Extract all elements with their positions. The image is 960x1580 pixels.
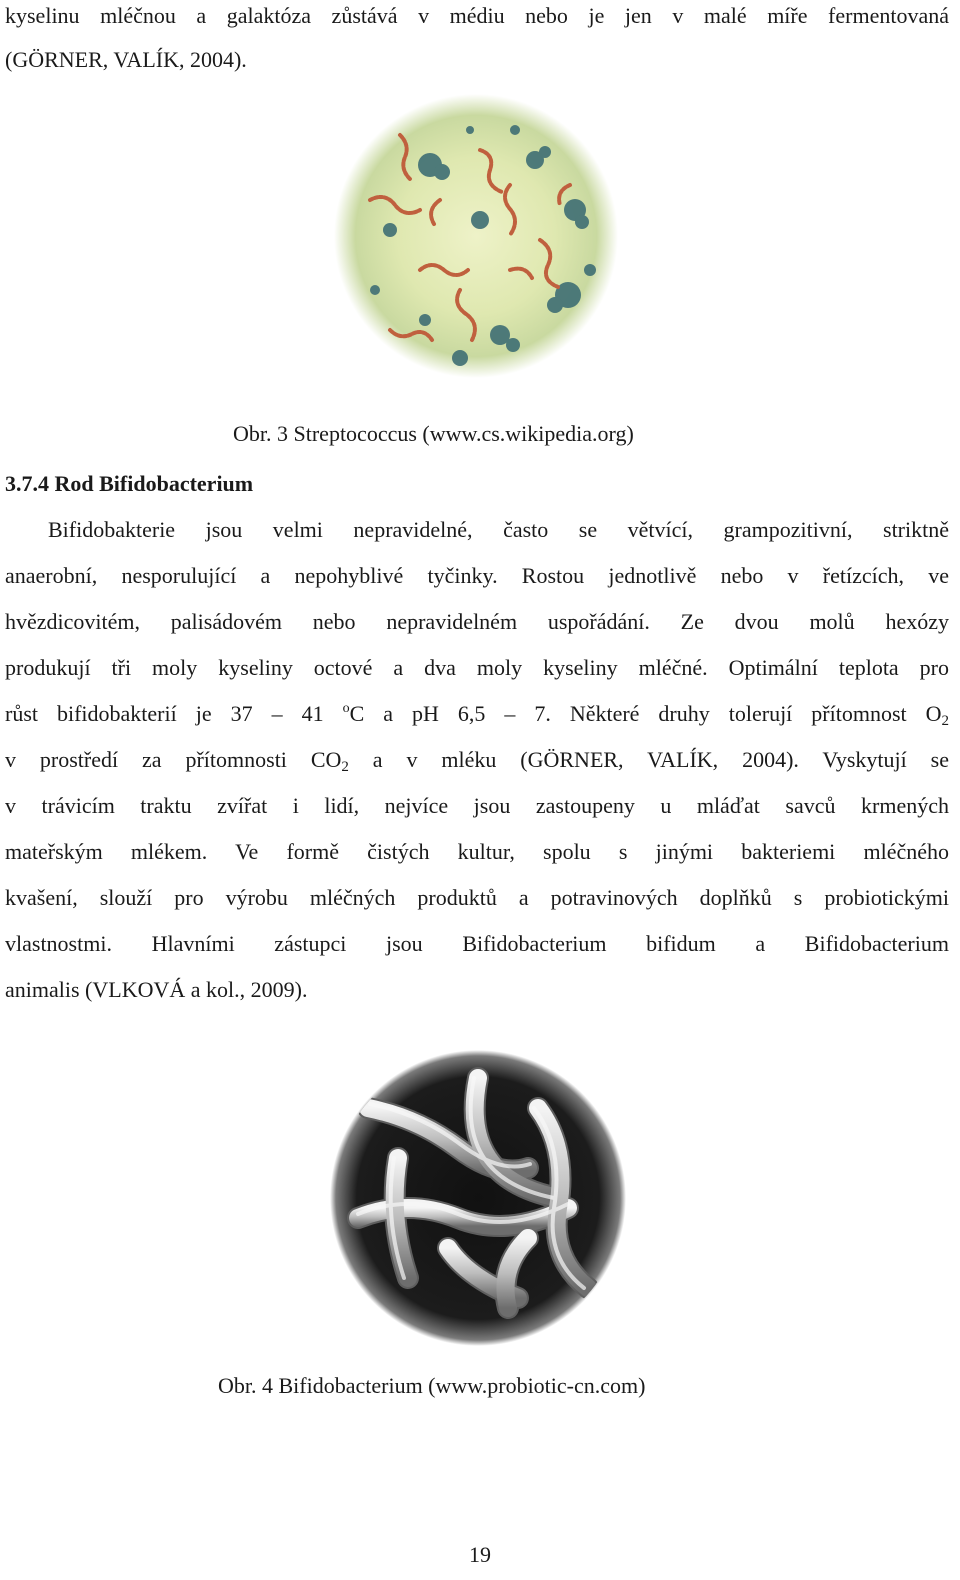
line5-text-a: růst bifidobakterií je 37 – 41 xyxy=(5,701,343,726)
page-number: 19 xyxy=(469,1542,491,1567)
paragraph-line-5 xyxy=(5,700,949,728)
line6-text-b: a v mléku (GÖRNER, VALÍK, 2004). Vyskytují se xyxy=(348,747,949,772)
bifidobacterium-micrograph xyxy=(328,1048,628,1348)
paragraph-line-8: mateřským mlékem. Ve formě čistých kultur, spolu s jinými bakteriemi mléčného xyxy=(5,839,949,864)
paragraph-line-3: hvězdicovitém, palisádovém nebo nepravidelném uspořádání. Ze dvou molů hexózy xyxy=(5,609,949,634)
paragraph-line-11: animalis (VLKOVÁ a kol., 2009). xyxy=(5,977,308,1002)
paragraph-line-2: anaerobní, nesporulující a nepohyblivé tyčinky. Rostou jednotlivě nebo v řetízcích, ve xyxy=(5,563,949,588)
line6-text-a: v prostředí za přítomnosti CO xyxy=(5,747,342,772)
line5-text-b: C a pH 6,5 – 7. Některé druhy tolerují přítomnost O xyxy=(349,701,942,726)
paragraph-line-4: produkují tři moly kyseliny octové a dva moly kyseliny mléčné. Optimální teplota pro xyxy=(5,655,949,680)
streptococcus-micrograph xyxy=(330,90,622,382)
section-heading: 3.7.4 Rod Bifidobacterium xyxy=(5,471,254,496)
intro-line-1: kyselinu mléčnou a galaktóza zůstává v médiu nebo je jen v malé míře fermentovaná xyxy=(5,3,949,28)
paragraph-line-9: kvašení, slouží pro výrobu mléčných produktů a potravinových doplňků s probiotickými xyxy=(5,885,949,910)
oxygen-subscript: 2 xyxy=(941,713,949,729)
figure-3-caption: Obr. 3 Streptococcus (www.cs.wikipedia.org) xyxy=(233,421,634,446)
paragraph-line-7: v trávicím traktu zvířat i lidí, nejvíce jsou zastoupeny u mláďat savců krmených xyxy=(5,793,949,818)
figure-4-caption: Obr. 4 Bifidobacterium (www.probiotic-cn.com) xyxy=(218,1373,646,1398)
paragraph-line-1: Bifidobakterie jsou velmi nepravidelné, často se větvící, grampozitivní, striktně xyxy=(48,517,949,542)
co2-subscript: 2 xyxy=(341,759,349,775)
paragraph-line-10: vlastnostmi. Hlavními zástupci jsou Bifidobacterium bifidum a Bifidobacterium xyxy=(5,931,949,956)
degree-superscript: o xyxy=(342,701,350,716)
intro-line-2: (GÖRNER, VALÍK, 2004). xyxy=(5,47,247,72)
paragraph-line-6 xyxy=(5,746,949,774)
